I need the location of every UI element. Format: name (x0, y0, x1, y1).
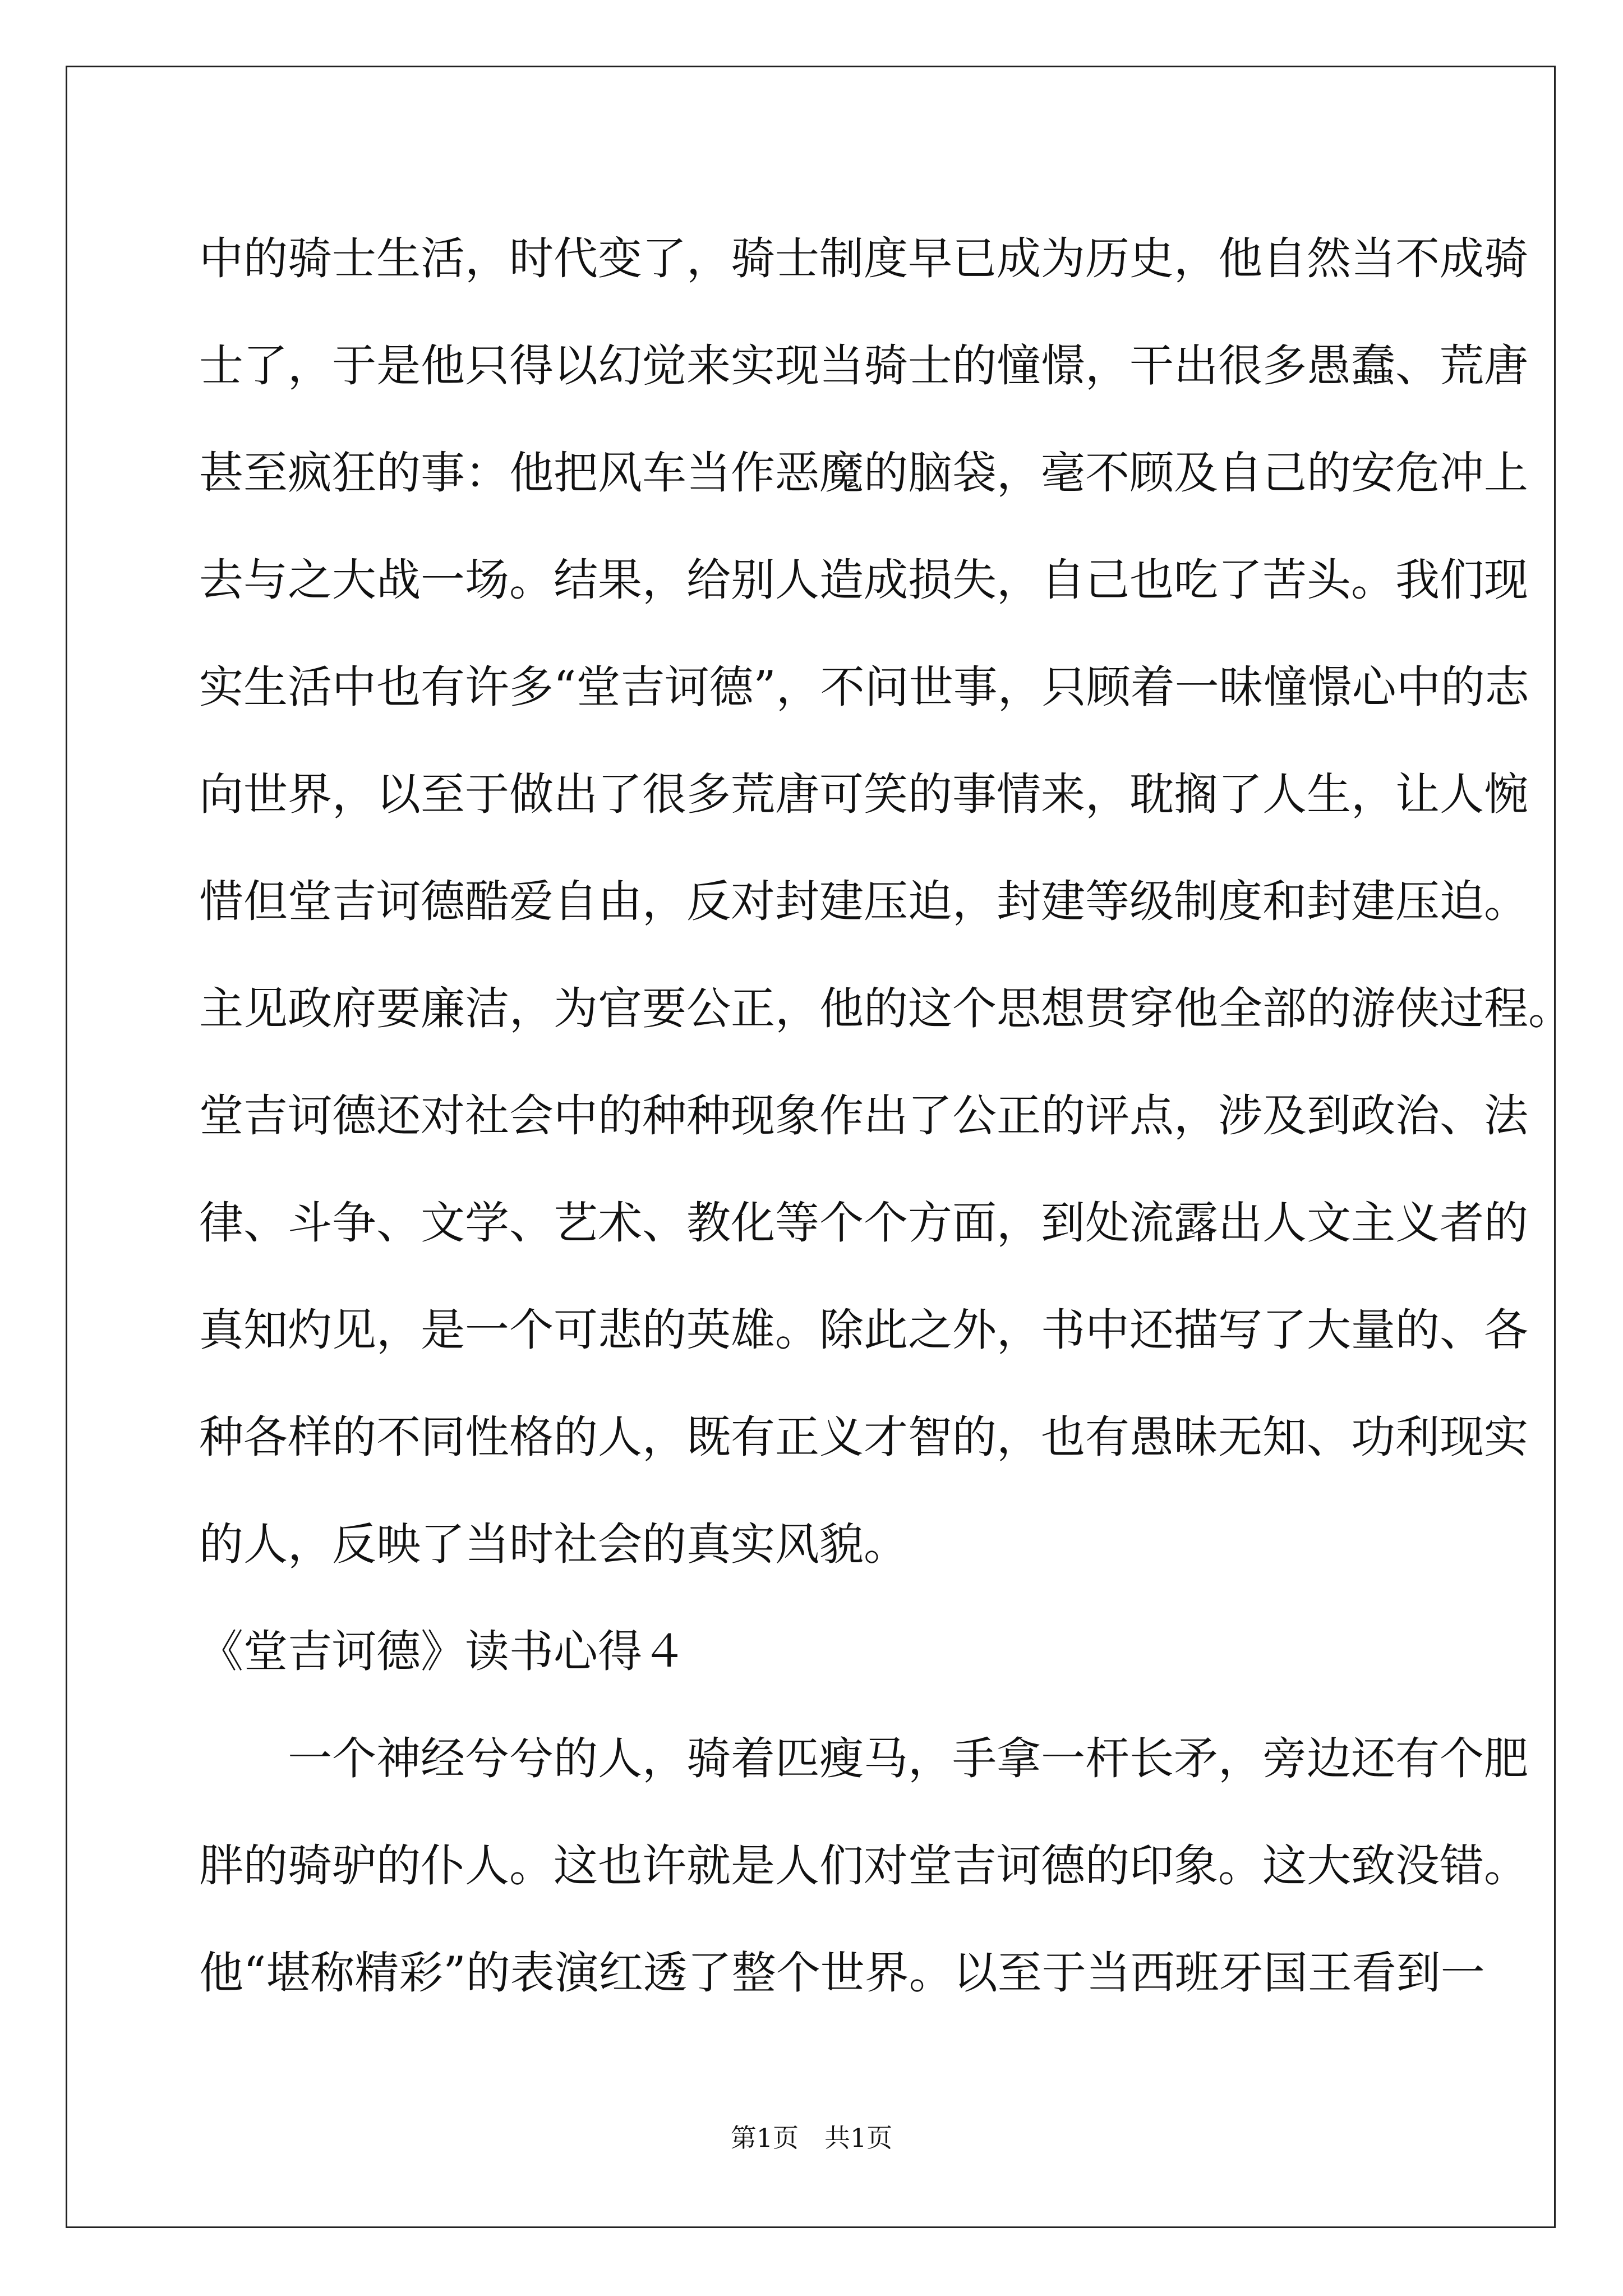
text-line: 他“堪称精彩”的表演红透了整个世界。以至于当西班牙国王看到一 (199, 1947, 1485, 1999)
text-line: 中的骑士生活，时代变了，骑士制度早已成为历史，他自然当不成骑 (199, 233, 1528, 284)
section-heading: 《堂吉诃德》读书心得４ (199, 1626, 686, 1677)
text-line: 胖的骑驴的仆人。这也许就是人们对堂吉诃德的印象。这大致没错。 (199, 1840, 1528, 1892)
text-line: 士了，于是他只得以幻觉来实现当骑士的憧憬，干出很多愚蠢、荒唐 (199, 340, 1528, 392)
text-line: 真知灼见，是一个可悲的英雄。除此之外，书中还描写了大量的、各 (199, 1304, 1528, 1356)
text-line: 甚至疯狂的事：他把风车当作恶魔的脑袋，毫不顾及自己的安危冲上 (199, 447, 1528, 499)
text-line: 堂吉诃德还对社会中的种种现象作出了公正的评点，涉及到政治、法 (199, 1090, 1528, 1142)
text-line: 实生活中也有许多“堂吉诃德”，不问世事，只顾着一昧憧憬心中的志 (199, 661, 1529, 713)
text-line: 惜但堂吉诃德酷爱自由，反对封建压迫，封建等级制度和封建压迫。 (199, 876, 1528, 927)
text-line: 向世界，以至于做出了很多荒唐可笑的事情来，耽搁了人生，让人惋 (199, 769, 1528, 820)
page-footer: 第1页 共1页 (730, 2123, 893, 2153)
text-line: 去与之大战一场。结果，给别人造成损失，自己也吃了苦头。我们现 (199, 554, 1528, 606)
text-line: 的人，反映了当时社会的真实风貌。 (199, 1519, 908, 1570)
text-line: 种各样的不同性格的人，既有正义才智的，也有愚昧无知、功利现实 (199, 1411, 1528, 1463)
text-line: 主见政府要廉洁，为官要公正，他的这个思想贯穿他全部的游侠过程。 (199, 983, 1573, 1034)
document-body (199, 205, 1573, 2027)
text-line: 一个神经兮兮的人，骑着匹瘦马，手拿一杆长矛，旁边还有个肥 (288, 1733, 1528, 1784)
text-line: 律、斗争、文学、艺术、教化等个个方面，到处流露出人文主义者的 (199, 1197, 1528, 1249)
